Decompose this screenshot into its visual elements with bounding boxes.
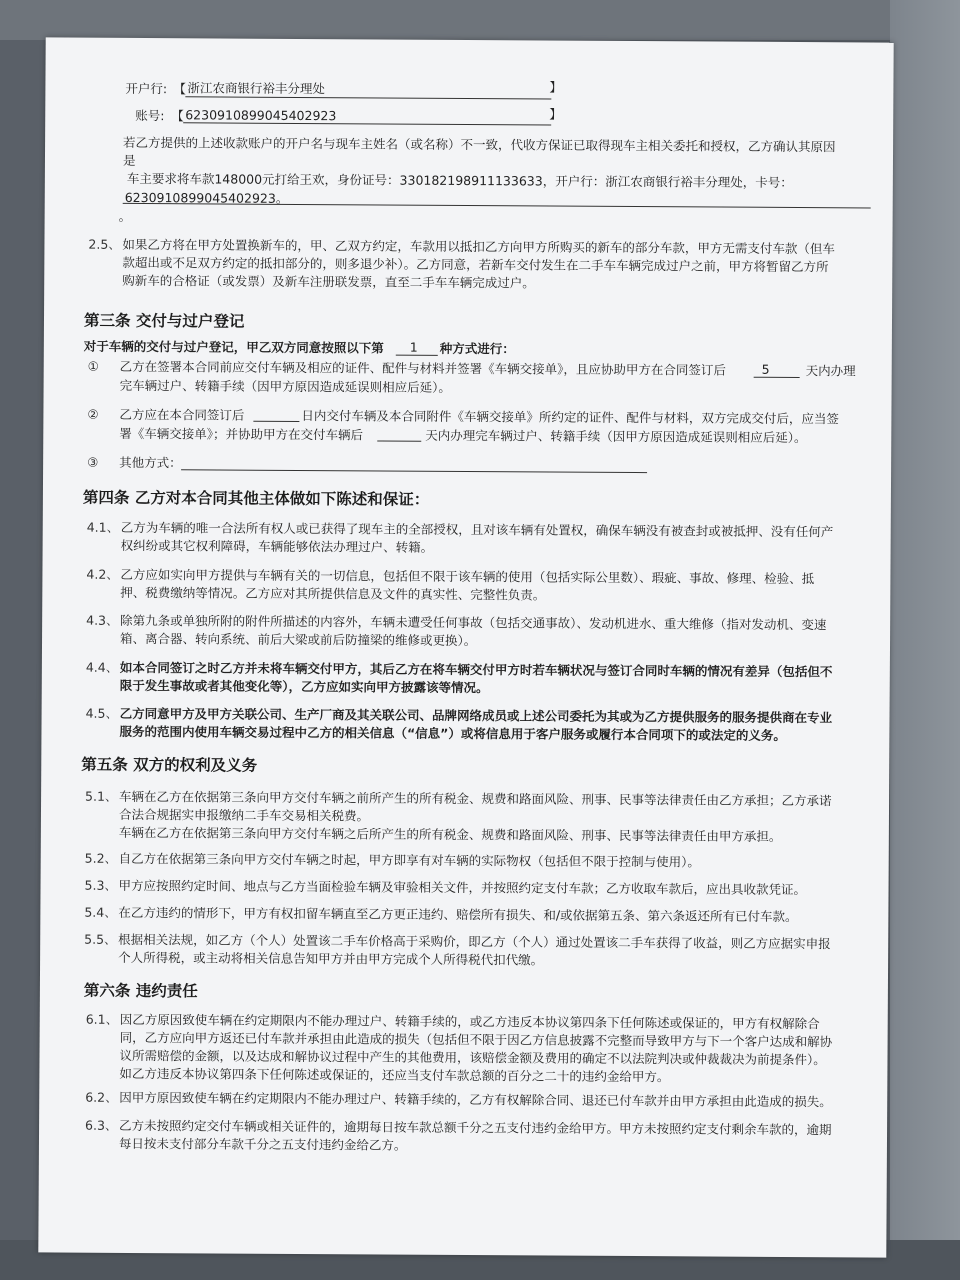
clause-4-4-line: 限于发生事故或者其他变化等），乙方应如实向甲方披露该等情况。 <box>119 677 489 696</box>
clause-5-1-line: 车辆在乙方在依据第三条向甲方交付车辆之前所产生的所有税金、规费和路面风险、刑事、民事等法律责任由乙方承担；乙方承诺 <box>119 788 832 809</box>
article-3-intro-fill: 1 <box>409 339 418 355</box>
account-bracket-open: 【 <box>171 108 184 124</box>
clause-4-3-num: 4.3、 <box>86 612 119 628</box>
bank-bracket-close: 】 <box>549 79 562 95</box>
clause-4-2-line: 押、税费缴纳等情况。乙方应对其所提供信息及文件的真实性、完整性负责。 <box>120 584 546 603</box>
mismatch-line2: 是 <box>122 152 136 168</box>
article-3-opt2-line1b: 日内交付车辆及本合同附件《车辆交接单》所约定的证件、配件与材料，双方完成交付后，应当签 <box>301 407 839 427</box>
clause-4-3-line: 除第九条或单独所附的附件所描述的内容外，车辆未遭受任何事故（包括交通事故）、发动机进水、重大维修（指对发动机、变速 <box>120 612 827 633</box>
background-right <box>890 0 960 1280</box>
clause-5-1-line: 车辆在乙方在依据第三条向甲方交付车辆之后所产生的所有税金、规费和路面风险、刑事、民事等法律责任由甲方承担。 <box>118 824 782 844</box>
clause-5-2-num: 5.2、 <box>84 850 118 866</box>
clause-4-2-line: 乙方应如实向甲方提供与车辆有关的一切信息，包括但不限于该车辆的使用（包括实际公里数）、瑕疵、事故、修理、检验、抵 <box>120 566 815 587</box>
clause-6-3-line: 每日按未支付部分车款千分之五支付违约金给乙方。 <box>118 1135 407 1153</box>
clause-6-1-line: 因乙方原因致使车辆在约定期限内不能办理过户、转籍手续的，或乙方违反本协议第四条下任何陈述或保证的，甲方有权解除合 <box>119 1011 820 1032</box>
clause-5-5-line: 个人所得税，或主动将相关信息告知甲方并由甲方完成个人所得税代扣代缴。 <box>118 949 544 968</box>
mismatch-fill2: 6230910899045402923。 <box>124 189 289 206</box>
article-3-opt2-underline-1 <box>253 421 299 422</box>
article-3-title: 第三条 交付与过户登记 <box>83 311 245 331</box>
clause-4-4-num: 4.4、 <box>85 659 119 675</box>
clause-4-1-line: 乙方为车辆的唯一合法所有权人或已获得了现车主的全部授权，且对该车辆有处置权，确保车辆没有被查封或被抵押、没有任何产 <box>120 519 834 540</box>
clause-2-5-line: 款超出或不足双方约定的抵扣部分的，则多退少补）。乙方同意，若新车交付发生在二手车车辆完成过户之前，甲方将暂留乙方所 <box>122 254 829 275</box>
article-3-opt1-num: ① <box>87 358 99 374</box>
clause-5-1-line: 合法合规据实申报缴纳二手车交易相关税费。 <box>118 806 370 824</box>
article-3-opt3-underline <box>181 469 647 473</box>
clause-6-1-line: 议所需赔偿的金额，以及达成和解协议过程中产生的其他费用，该赔偿金额及费用的确定不以法院判决或仲裁裁决为前提条件）。 <box>119 1047 826 1068</box>
mismatch-fill1: 车主要求将车款148000元打给王欢，身份证号：330182198911133633，开户行：浙江农商银行裕丰分理处，卡号： <box>126 170 793 190</box>
article-3-opt1-underline <box>754 377 800 378</box>
clause-4-4-line: 如本合同签订之时乙方并未将车辆交付甲方，其后乙方在将车辆交付甲方时若车辆状况与签订合同时车辆的情况有差异（包括但不 <box>119 659 833 680</box>
bank-underline <box>185 96 551 99</box>
clause-5-4-line: 在乙方违约的情形下，甲方有权扣留车辆直至乙方更正违约、赔偿所有损失、和/或依据第五条、第六条返还所有已付车款。 <box>118 904 798 925</box>
article-3-opt2-underline-2 <box>377 440 421 441</box>
clause-5-3-line: 甲方应按照约定时间、地点与乙方当面检验车辆及审验相关文件，并按照约定支付车款；乙方收取车款后，应出具收款凭证。 <box>118 877 807 898</box>
background-top <box>0 0 960 40</box>
account-label: 账号: <box>135 107 165 124</box>
article-4-title: 第四条 乙方对本合同其他主体做如下陈述和保证： <box>82 488 430 509</box>
article-3-intro-a: 对于车辆的交付与过户登记，甲乙双方同意按照以下第 <box>83 338 384 356</box>
article-6-title: 第六条 违约责任 <box>83 981 198 1001</box>
account-value: 6230910899045402923 <box>185 107 337 124</box>
clause-5-2-line: 自乙方在依据第三条向甲方交付车辆之时起，甲方即享有对车辆的实际物权（包括但不限于控制与使用）。 <box>118 850 701 870</box>
article-3-opt2-line2a: 署《车辆交接单》；并协助甲方在交付车辆后 <box>119 425 364 443</box>
clause-4-2-num: 4.2、 <box>86 566 119 582</box>
article-3-opt2-num: ② <box>87 406 99 422</box>
clause-6-3-line: 乙方未按照约定交付车辆或相关证件的，逾期每日按车款总额千分之五支付违约金给甲方。甲方未按照约定支付剩余车款的，逾期 <box>119 1117 832 1138</box>
clause-4-1-line: 权纠纷或其它权利障碍，车辆能够依法办理过户、转籍。 <box>120 537 434 555</box>
clause-6-1-line: 如乙方违反本协议第四条下任何陈述或保证的，还应当支付车款总额的百分之二十的违约金给甲方。 <box>119 1065 670 1085</box>
bank-label: 开户行: <box>125 80 168 97</box>
clause-5-1-num: 5.1、 <box>85 788 118 804</box>
clause-2-5-line: 购新车的合格证（或发票）及新车注册联发票，直至二手车车辆完成过户。 <box>122 272 535 291</box>
clause-5-4-num: 5.4、 <box>84 904 117 920</box>
clause-2-5-line: 如果乙方将在甲方处置换新车的，甲、乙双方约定，车款用以抵扣乙方向甲方所购买的新车的部分车款，甲方无需支付车款（但车 <box>122 236 836 257</box>
clause-2-5-num: 2.5、 <box>88 236 121 252</box>
article-3-intro-b: 种方式进行： <box>439 340 515 357</box>
article-3-opt1-line1a: 乙方在签署本合同前应交付车辆及相应的证件、配件与材料并签署《车辆交接单》，且应协助甲方在合同签订后 <box>119 358 727 378</box>
article-3-opt3-label: 其他方式： <box>119 454 182 471</box>
contract-page <box>38 37 893 1257</box>
article-3-opt1-days: 5 <box>761 361 770 377</box>
clause-4-5-num: 4.5、 <box>85 705 119 721</box>
clause-5-3-num: 5.3、 <box>84 877 117 893</box>
article-5-title: 第五条 双方的权利及义务 <box>81 755 258 775</box>
clause-6-2-num: 6.2、 <box>85 1089 118 1105</box>
clause-5-5-line: 根据相关法规，如乙方（个人）处置该二手车价格高于采购价，即乙方（个人）通过处置该二手车获得了收益，则乙方应据实申报 <box>118 931 831 952</box>
account-bracket-close: 】 <box>549 106 562 122</box>
article-3-opt2-line2b: 天内办理完车辆过户、转籍手续（因甲方原因造成延误则相应后延）。 <box>425 427 807 446</box>
clause-4-1-num: 4.1、 <box>86 519 120 535</box>
clause-4-3-line: 箱、离合器、转向系统、前后大梁或前后防撞梁的维修或更换）。 <box>120 630 477 649</box>
bank-bracket-open: 【 <box>173 81 186 97</box>
clause-4-5-line: 乙方同意甲方及甲方关联公司、生产厂商及其关联公司、品牌网络成员或上述公司委托为其或为乙方提供服务的服务提供商在专业 <box>119 705 833 726</box>
article-3-intro-underline <box>396 355 438 356</box>
mismatch-end: 。 <box>118 208 132 224</box>
clause-4-5-line: 服务的范围内使用车辆交易过程中乙方的相关信息（“信息”）或将信息用于客户服务或履行本合同项下的或法定的义务。 <box>119 723 786 743</box>
mismatch-line1: 若乙方提供的上述收款账户的开户名与现车主姓名（或名称）不一致，代收方保证已取得现车主相关委托和授权，乙方确认其原因 <box>123 134 836 155</box>
article-3-opt1-line2: 完车辆过户、转籍手续（因甲方原因造成延误则相应后延）。 <box>119 377 451 395</box>
bank-value: 浙江农商银行裕丰分理处 <box>187 80 325 97</box>
clause-6-2-line: 因甲方原因致使车辆在约定期限内不能办理过户、转籍手续的，乙方有权解除合同、退还已付车款并由甲方承担由此造成的损失。 <box>119 1089 832 1110</box>
clause-5-5-num: 5.5、 <box>84 931 117 947</box>
clause-6-3-num: 6.3、 <box>85 1117 118 1133</box>
clause-6-1-num: 6.1、 <box>85 1011 119 1027</box>
article-3-opt3-num: ③ <box>87 454 99 470</box>
article-3-opt1-line1b: 天内办理 <box>805 363 856 379</box>
article-3-opt2-line1a: 乙方应在本合同签订后 <box>119 406 245 423</box>
clause-6-1-line: 同，乙方应向甲方返还已付车款并承担由此造成的损失（包括但不限于因乙方信息披露不完整而导致甲方与下一个客户达成和解协 <box>119 1029 833 1050</box>
